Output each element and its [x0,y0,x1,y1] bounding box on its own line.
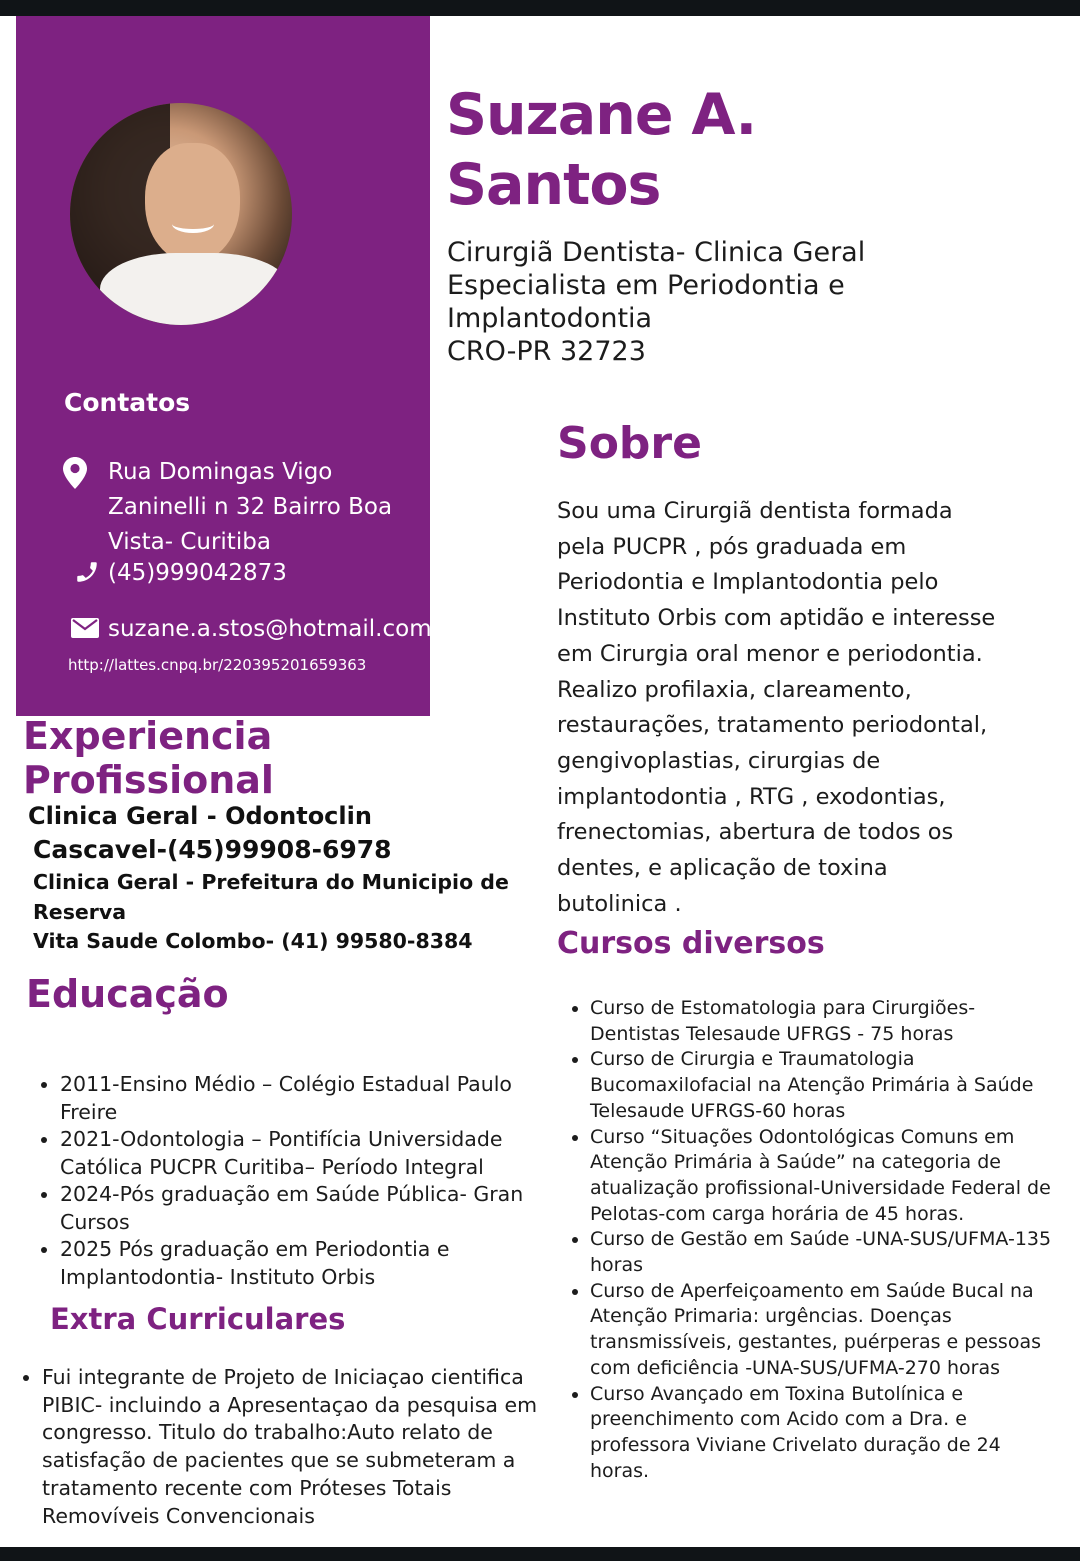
name-line-2: Santos [446,152,661,218]
bottom-frame-bar [0,1547,1080,1561]
course-item: • Curso de Cirurgia e Traumatologia Bucomaxilofacial na Atenção Primária à Saúde Telesaude UFRGS-60 horas [590,1047,1060,1124]
address-line-2: Zaninelli n 32 Bairro Boa [108,494,393,520]
education-heading: Educação [26,972,229,1016]
course-item: • Curso Avançado em Toxina Butolínica e preenchimento com Acido com a Dra. e professora Viviane Crivelato duração de 24 horas. [590,1382,1060,1485]
course-item: • Curso de Estomatologia para Cirurgiões-Dentistas Telesaude UFRGS - 75 horas [590,996,1060,1047]
about-line: gengivoplastias, cirurgias de [557,747,881,774]
about-line: Instituto Orbis com aptidão e interesse [557,605,996,632]
envelope-icon [71,618,99,638]
about-line: Periodontia e Implantodontia pelo [557,569,939,596]
experience-heading [23,714,274,802]
education-item: • 2021-Odontologia – Pontifícia Universidade Católica PUCPR Curitiba– Período Integral [60,1126,550,1181]
address-line-3: Vista- Curitiba [108,529,271,555]
course-item: • Curso de Aperfeiçoamento em Saúde Bucal na Atenção Primaria: urgências. Doenças transmissíveis, gestantes, puérperas e pessoas com deficiência -UNA-SUS/UFMA-270 horas [590,1279,1060,1382]
contacts-heading: Contatos [64,388,191,417]
top-frame-bar [0,0,1080,16]
job-1-phone: Cascavel-(45)99908-6978 [33,835,392,864]
profile-name [446,80,756,220]
job-2-place: Reserva [33,900,127,924]
extra-heading: Extra Curriculares [50,1302,346,1336]
about-heading: Sobre [557,418,702,469]
about-line: restaurações, tratamento periodontal, [557,712,988,739]
phone-text[interactable]: (45)999042873 [108,560,287,586]
education-item: • 2024-Pós graduação em Saúde Pública- Gran Cursos [60,1181,550,1236]
course-item: • Curso “Situações Odontológicas Comuns em Atenção Primária à Saúde” na categoria de atualização profissional-Universidade Federal de Pelotas-com carga horária de 45 horas. [590,1125,1060,1228]
job-2-title: Clinica Geral - Prefeitura do Municipio de [33,870,509,894]
phone-icon [74,558,100,586]
job-1-title: Clinica Geral - Odontoclin [28,802,372,830]
name-line-1: Suzane A. [446,82,757,148]
experience-heading-line: Profissional [23,758,274,802]
lattes-link[interactable]: http://lattes.cnpq.br/220395201659363 [68,656,367,674]
about-text [557,494,1017,922]
courses-heading: Cursos diversos [557,926,825,961]
courses-list [566,996,1060,1484]
email-link[interactable]: suzane.a.stos@hotmail.com [108,616,432,642]
extra-list [18,1364,542,1530]
profile-photo [70,103,292,325]
about-line: frenectomias, abertura de todos os [557,819,954,846]
education-list [36,1071,550,1291]
course-item: • Curso de Gestão em Saúde -UNA-SUS/UFMA-135 horas [590,1227,1060,1278]
about-line: implantodontia , RTG , exodontias, [557,783,946,810]
experience-heading-line: Experiencia [23,714,273,758]
about-line: em Cirurgia oral menor e periodontia. [557,640,983,667]
about-line: Realizo profilaxia, clareamento, [557,676,912,703]
about-line: butolinica . [557,890,682,917]
about-line: dentes, e aplicação de toxina [557,855,888,882]
address-line-1: Rua Domingas Vigo [108,459,333,485]
education-item: • 2025 Pós graduação em Periodontia e Implantodontia- Instituto Orbis [60,1236,550,1291]
education-item: • 2011-Ensino Médio – Colégio Estadual Paulo Freire [60,1071,550,1126]
profile-subtitle: Cirurgiã Dentista- Clinica Geral Especialista em Periodontia e Implantodontia CRO-PR 32723 [447,237,866,367]
extra-item: • Fui integrante de Projeto de Iniciaçao cientifica PIBIC- incluindo a Apresentaçao da pesquisa em congresso. Titulo do trabalho:Auto relato de satisfação de pacientes que se submeteram a tratamento recente com Próteses Totais Removíveis Convencionais [42,1364,542,1530]
about-line: pela PUCPR , pós graduada em [557,533,907,560]
location-pin-icon [62,456,88,490]
about-line: Sou uma Cirurgiã dentista formada [557,498,953,524]
job-3: Vita Saude Colombo- (41) 99580-8384 [33,929,473,953]
